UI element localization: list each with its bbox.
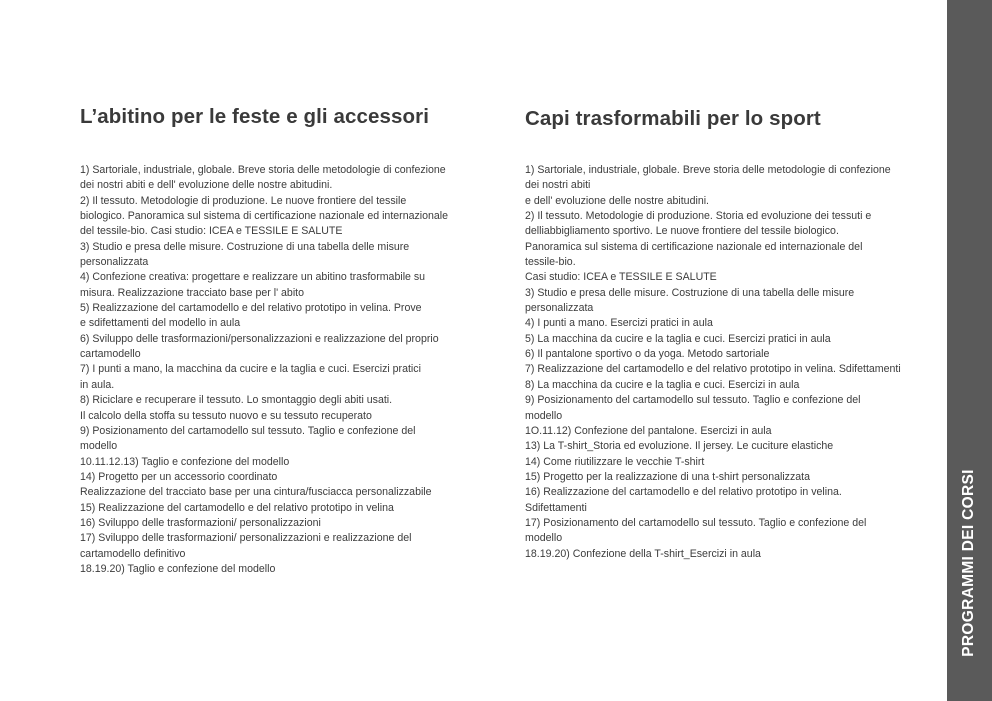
program-line: tessile-bio.: [525, 256, 576, 269]
program-line: 9) Posizionamento del cartamodello sul tessuto. Taglio e confezione del: [80, 424, 416, 437]
program-line: Il calcolo della stoffa su tessuto nuovo e su tessuto recuperato: [80, 409, 372, 422]
program-line: 8) La macchina da cucire e la taglia e cuci. Esercizi in aula: [525, 378, 800, 391]
program-line: personalizzata: [525, 302, 594, 315]
program-line: 15) Realizzazione del cartamodello e del relativo prototipo in velina: [80, 501, 394, 514]
program-line: 1) Sartoriale, industriale, globale. Breve storia delle metodologie di confezione: [80, 164, 446, 176]
program-line: dei nostri abiti: [525, 179, 591, 192]
program-line: misura. Realizzazione tracciato base per l' abito: [80, 286, 305, 299]
program-line: 6) Sviluppo delle trasformazioni/personalizzazioni e realizzazione del proprio: [80, 332, 439, 345]
program-line: e dell' evoluzione delle nostre abitudini.: [525, 194, 710, 207]
program-line: 17) Posizionamento del cartamodello sul tessuto. Taglio e confezione del: [525, 516, 867, 529]
program-line: 17) Sviluppo delle trasformazioni/ personalizzazioni e realizzazione del: [80, 532, 412, 545]
section-label: PROGRAMMI DEI CORSI: [960, 469, 977, 657]
program-line: in aula.: [80, 378, 115, 391]
program-line: 7) Realizzazione del cartamodello e del relativo prototipo in velina. Sdifettamenti: [525, 363, 901, 376]
program-line: 13) La T-shirt_Storia ed evoluzione. Il jersey. Le cuciture elastiche: [525, 440, 834, 453]
program-line: 14) Progetto per un accessorio coordinato: [80, 470, 278, 483]
program-line: dei nostri abiti e dell' evoluzione delle nostre abitudini.: [80, 179, 333, 192]
program-line: 5) Realizzazione del cartamodello e del relativo prototipo in velina. Prove: [80, 302, 422, 315]
program-line: Panoramica sul sistema di certificazione nazionale ed internazionale del: [525, 240, 863, 253]
program-line: 18.19.20) Taglio e confezione del modello: [80, 562, 276, 575]
program-line: del tessile-bio. Casi studio: ICEA e TESSILE E SALUTE: [80, 225, 343, 238]
program-line: 16) Realizzazione del cartamodello e del relativo prototipo in velina.: [525, 486, 842, 499]
program-line: 2) Il tessuto. Metodologie di produzione. Storia ed evoluzione dei tessuti e: [525, 210, 872, 223]
program-line: 3) Studio e presa delle misure. Costruzione di una tabella delle misure: [525, 286, 855, 299]
program-line: cartamodello definitivo: [80, 547, 186, 560]
program-line: 4) Confezione creativa: progettare e realizzare un abitino trasformabile su: [80, 271, 426, 284]
program-line: 8) Riciclare e recuperare il tessuto. Lo smontaggio degli abiti usati.: [80, 394, 393, 407]
program-line: Realizzazione del tracciato base per una cintura/fusciacca personalizzabile: [80, 486, 432, 499]
program-line: Sdifettamenti: [525, 501, 587, 514]
program-line: modello: [525, 532, 563, 545]
program-line: 1O.11.12) Confezione del pantalone. Esercizi in aula: [525, 424, 772, 437]
program-line: modello: [80, 440, 118, 453]
program-line: modello: [525, 409, 563, 422]
program-line: 1) Sartoriale, industriale, globale. Breve storia delle metodologie di confezione: [525, 164, 891, 176]
program-line: 15) Progetto per la realizzazione di una t-shirt personalizzata: [525, 470, 811, 483]
program-line: personalizzata: [80, 256, 149, 269]
program-line: 14) Come riutilizzare le vecchie T-shirt: [525, 455, 705, 468]
program-line: delliabbigliamento sportivo. Le nuove frontiere del tessile biologico.: [525, 225, 839, 238]
program-line: cartamodello: [80, 348, 141, 361]
program-line: Casi studio: ICEA e TESSILE E SALUTE: [525, 271, 717, 284]
program-line: 4) I punti a mano. Esercizi pratici in aula: [525, 317, 713, 330]
program-line: 10.11.12.13) Taglio e confezione del modello: [80, 455, 290, 468]
right-course-program: [525, 163, 925, 562]
right-course-title: Capi trasformabili per lo sport: [525, 107, 821, 130]
program-line: 5) La macchina da cucire e la taglia e cuci. Esercizi pratici in aula: [525, 332, 831, 345]
program-line: 7) I punti a mano, la macchina da cucire e la taglia e cuci. Esercizi pratici: [80, 363, 421, 376]
left-course-program: [80, 163, 480, 577]
section-sidebar: [947, 0, 992, 701]
program-line: 3) Studio e presa delle misure. Costruzione di una tabella delle misure: [80, 240, 410, 253]
program-line: e sdifettamenti del modello in aula: [80, 317, 241, 330]
program-line: biologico. Panoramica sul sistema di certificazione nazionale ed internazionale: [80, 210, 449, 223]
left-course-title: L’abitino per le feste e gli accessori: [80, 105, 430, 128]
program-line: 16) Sviluppo delle trasformazioni/ personalizzazioni: [80, 516, 321, 529]
program-line: 2) Il tessuto. Metodologie di produzione. Le nuove frontiere del tessile: [80, 194, 407, 207]
program-line: 18.19.20) Confezione della T-shirt_Esercizi in aula: [525, 547, 761, 560]
program-line: 6) Il pantalone sportivo o da yoga. Metodo sartoriale: [525, 348, 770, 361]
program-line: 9) Posizionamento del cartamodello sul tessuto. Taglio e confezione del: [525, 394, 861, 407]
